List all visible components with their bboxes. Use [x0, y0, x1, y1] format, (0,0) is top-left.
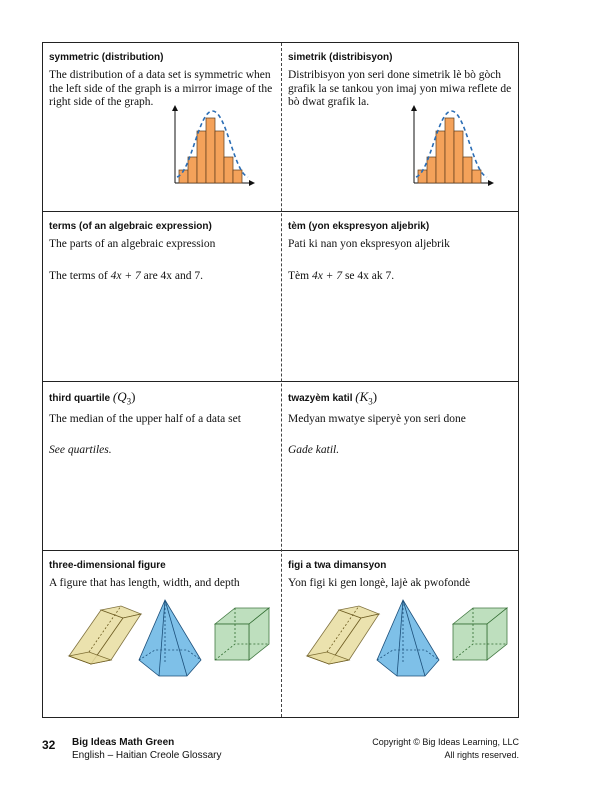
- symbol-subscript: 3: [126, 396, 132, 407]
- histogram-bar: [224, 157, 233, 183]
- symbol-close: ): [372, 389, 378, 404]
- term-title: simetrik (distribisyon): [288, 52, 393, 63]
- example-expression: 4x + 7: [311, 269, 343, 282]
- example-text: Tèm: [288, 269, 310, 282]
- symmetric-histogram-figure: [167, 103, 257, 193]
- term-title: figi a twa dimansyon: [288, 560, 387, 571]
- cube-icon: [453, 608, 507, 660]
- y-axis-arrow: [411, 105, 417, 111]
- page-number: 32: [42, 738, 56, 752]
- histogram-bar: [188, 157, 197, 183]
- solids-figure: [301, 598, 511, 683]
- term-definition: The parts of an algebraic expression: [49, 238, 216, 250]
- histogram-bar: [197, 131, 206, 183]
- histogram-bar: [445, 118, 454, 183]
- example-expression: 4x + 7: [110, 269, 141, 282]
- term-symbol: [112, 389, 136, 407]
- entry-en-terms: [43, 212, 281, 381]
- entry-ht-terms: [282, 212, 520, 381]
- term-title: [49, 390, 275, 409]
- term-definition: A figure that has length, width, and depth: [49, 577, 240, 589]
- prism-icon: [69, 606, 141, 664]
- histogram-bar: [206, 118, 215, 183]
- term-text: third quartile: [49, 393, 111, 404]
- histogram-bar: [436, 131, 445, 183]
- copyright: Copyright © Big Ideas Learning, LLC: [372, 737, 519, 747]
- symmetric-histogram-figure: [406, 103, 496, 193]
- rights-reserved: All rights reserved.: [444, 750, 519, 760]
- histogram-bar: [463, 157, 472, 183]
- example-text: The terms of: [49, 269, 108, 282]
- histogram-bar: [472, 170, 481, 183]
- glossary-title: English – Haitian Creole Glossary: [72, 750, 222, 761]
- prism-icon: [307, 606, 379, 664]
- y-axis-arrow: [172, 105, 178, 111]
- term-definition: The distribution of a data set is symmetric when the left side of the graph is a mirror image of the right side of the graph.: [49, 69, 273, 108]
- term-definition: The median of the upper half of a data set: [49, 412, 241, 425]
- histogram-bar: [215, 131, 224, 183]
- book-title: Big Ideas Math Green: [72, 737, 175, 748]
- term-definition: Medyan mwatye siperyè yon seri done: [288, 412, 466, 425]
- histogram-bar: [454, 131, 463, 183]
- glossary-table: [42, 42, 519, 718]
- entry-ht-third-quartile: [282, 382, 520, 550]
- symbol-close: ): [131, 389, 136, 404]
- term-title: tèm (yon ekspresyon aljebrik): [288, 221, 430, 232]
- example-text: se 4x ak 7.: [344, 269, 395, 282]
- symbol-subscript: 3: [368, 396, 373, 407]
- histogram-bar: [233, 170, 242, 183]
- term-title: [288, 390, 514, 409]
- histogram-bar: [427, 157, 436, 183]
- term-definition: Yon figi ki gen longè, lajè ak pwofondè: [288, 577, 471, 589]
- term-title: terms (of an algebraic expression): [49, 221, 212, 232]
- term-definition: Pati ki nan yon ekspresyon aljebrik: [288, 238, 450, 250]
- solids-figure: [63, 598, 273, 683]
- example-text: are 4x and 7.: [143, 269, 204, 282]
- pyramid-icon: [377, 600, 439, 676]
- see-also: See quartiles.: [49, 444, 112, 457]
- term-definition: Distribisyon yon seri done simetrik lè bò gòch grafik la se tankou yon imaj yon miwa reflete de bò dwat grafik la.: [288, 69, 512, 108]
- symbol-letter: (K: [355, 389, 369, 404]
- term-title: symmetric (distribution): [49, 52, 164, 63]
- term-text: twazyèm katil: [288, 393, 353, 404]
- entry-en-third-quartile: [43, 382, 281, 550]
- x-axis-arrow: [249, 180, 255, 186]
- see-also: Gade katil.: [288, 444, 340, 457]
- x-axis-arrow: [488, 180, 494, 186]
- term-title: three-dimensional figure: [49, 560, 166, 571]
- symbol-letter: (Q: [112, 389, 127, 404]
- term-example: [288, 270, 514, 284]
- term-example: [49, 270, 275, 284]
- pyramid-icon: [139, 600, 201, 676]
- cube-icon: [215, 608, 269, 660]
- term-symbol: [355, 389, 378, 407]
